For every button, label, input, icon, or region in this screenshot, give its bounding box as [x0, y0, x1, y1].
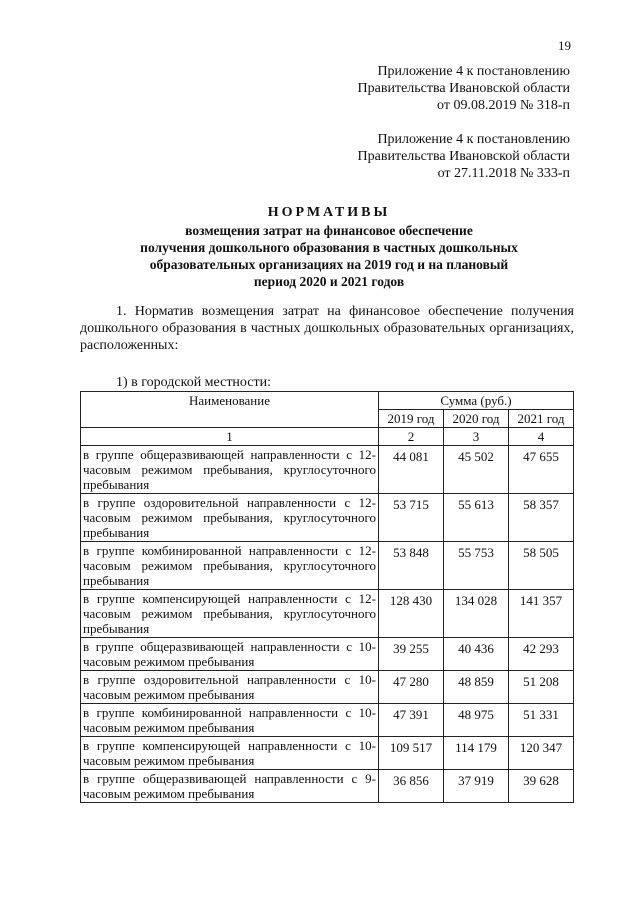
- appendix-previous-line-2: Правительства Ивановской области: [357, 149, 570, 164]
- row-name: в группе комбинированной направленности с 12-часовым режимом пребывания, круглосуточного пребывания: [81, 542, 379, 590]
- appendix-previous-line-1: Приложение 4 к постановлению: [377, 132, 570, 147]
- norms-table: [80, 391, 574, 803]
- table-row: [81, 542, 574, 590]
- value-2020: 48 975: [444, 704, 509, 737]
- value-2019: 47 280: [379, 671, 444, 704]
- value-2019: 47 391: [379, 704, 444, 737]
- value-2019: 39 255: [379, 638, 444, 671]
- value-2020: 37 919: [444, 770, 509, 803]
- value-2021: 51 208: [509, 671, 574, 704]
- value-2020: 55 753: [444, 542, 509, 590]
- title-line-2: получения дошкольного образования в частных дошкольных: [140, 240, 518, 255]
- value-2019: 109 517: [379, 737, 444, 770]
- value-2019: 53 715: [379, 494, 444, 542]
- value-2021: 47 655: [509, 446, 574, 494]
- value-2020: 114 179: [444, 737, 509, 770]
- row-name: в группе компенсирующей направленности с 10-часовым режимом пребывания: [81, 737, 379, 770]
- row-name: в группе оздоровительной направленности с 12-часовым режимом пребывания, круглосуточного пребывания: [81, 494, 379, 542]
- row-name: в группе общеразвивающей направленности с 9-часовым режимом пребывания: [81, 770, 379, 803]
- appendix-current-line-2: Правительства Ивановской области: [357, 81, 570, 96]
- row-name: в группе общеразвивающей направленности с 10-часовым режимом пребывания: [81, 638, 379, 671]
- value-2021: 39 628: [509, 770, 574, 803]
- value-2021: 141 357: [509, 590, 574, 638]
- value-2020: 48 859: [444, 671, 509, 704]
- table-row: [81, 737, 574, 770]
- table-row: [81, 590, 574, 638]
- header-name: Наименование: [81, 392, 379, 428]
- page-number: 19: [558, 38, 571, 53]
- value-2020: 45 502: [444, 446, 509, 494]
- intro-paragraph: 1. Норматив возмещения затрат на финансовое обеспечение получения дошкольного образования в частных дошкольных образовательных организациях, расположенных:: [80, 304, 574, 353]
- row-name: в группе оздоровительной направленности с 10-часовым режимом пребывания: [81, 671, 379, 704]
- table-row: [81, 446, 574, 494]
- value-2019: 53 848: [379, 542, 444, 590]
- table-row: [81, 770, 574, 803]
- header-year-2019: 2019 год: [379, 410, 444, 428]
- column-number: 4: [509, 428, 574, 446]
- table-column-number-row: [81, 428, 574, 446]
- value-2020: 55 613: [444, 494, 509, 542]
- section-subheading: 1) в городской местности:: [116, 375, 271, 390]
- value-2021: 51 331: [509, 704, 574, 737]
- row-name: в группе общеразвивающей направленности с 12-часовым режимом пребывания, круглосуточного пребывания: [81, 446, 379, 494]
- appendix-current-reference: [358, 63, 570, 114]
- table-row: [81, 494, 574, 542]
- header-sum: Сумма (руб.): [379, 392, 574, 410]
- row-name: в группе комбинированной направленности с 10-часовым режимом пребывания: [81, 704, 379, 737]
- column-number: 3: [444, 428, 509, 446]
- value-2021: 120 347: [509, 737, 574, 770]
- value-2021: 42 293: [509, 638, 574, 671]
- appendix-previous-line-3: от 27.11.2018 № 333-п: [437, 166, 570, 181]
- value-2019: 44 081: [379, 446, 444, 494]
- title-main: НОРМАТИВЫ: [267, 205, 391, 220]
- table-row: [81, 671, 574, 704]
- title-line-3: образовательных организациях на 2019 год и на плановый: [149, 257, 509, 272]
- appendix-previous-reference: [358, 131, 570, 182]
- title-line-4: период 2020 и 2021 годов: [253, 274, 405, 289]
- value-2020: 40 436: [444, 638, 509, 671]
- appendix-current-line-1: Приложение 4 к постановлению: [377, 64, 570, 79]
- title-line-1: возмещения затрат на финансовое обеспечение: [185, 223, 473, 238]
- document-title: [80, 204, 578, 290]
- appendix-current-line-3: от 09.08.2019 № 318-п: [437, 98, 570, 113]
- value-2021: 58 505: [509, 542, 574, 590]
- header-year-2021: 2021 год: [509, 410, 574, 428]
- column-number: 2: [379, 428, 444, 446]
- table-row: [81, 638, 574, 671]
- value-2019: 36 856: [379, 770, 444, 803]
- row-name: в группе компенсирующей направленности с 12-часовым режимом пребывания, круглосуточного пребывания: [81, 590, 379, 638]
- table-header-row: [81, 392, 574, 410]
- column-number: 1: [81, 428, 379, 446]
- header-year-2020: 2020 год: [444, 410, 509, 428]
- value-2021: 58 357: [509, 494, 574, 542]
- table-row: [81, 704, 574, 737]
- value-2020: 134 028: [444, 590, 509, 638]
- value-2019: 128 430: [379, 590, 444, 638]
